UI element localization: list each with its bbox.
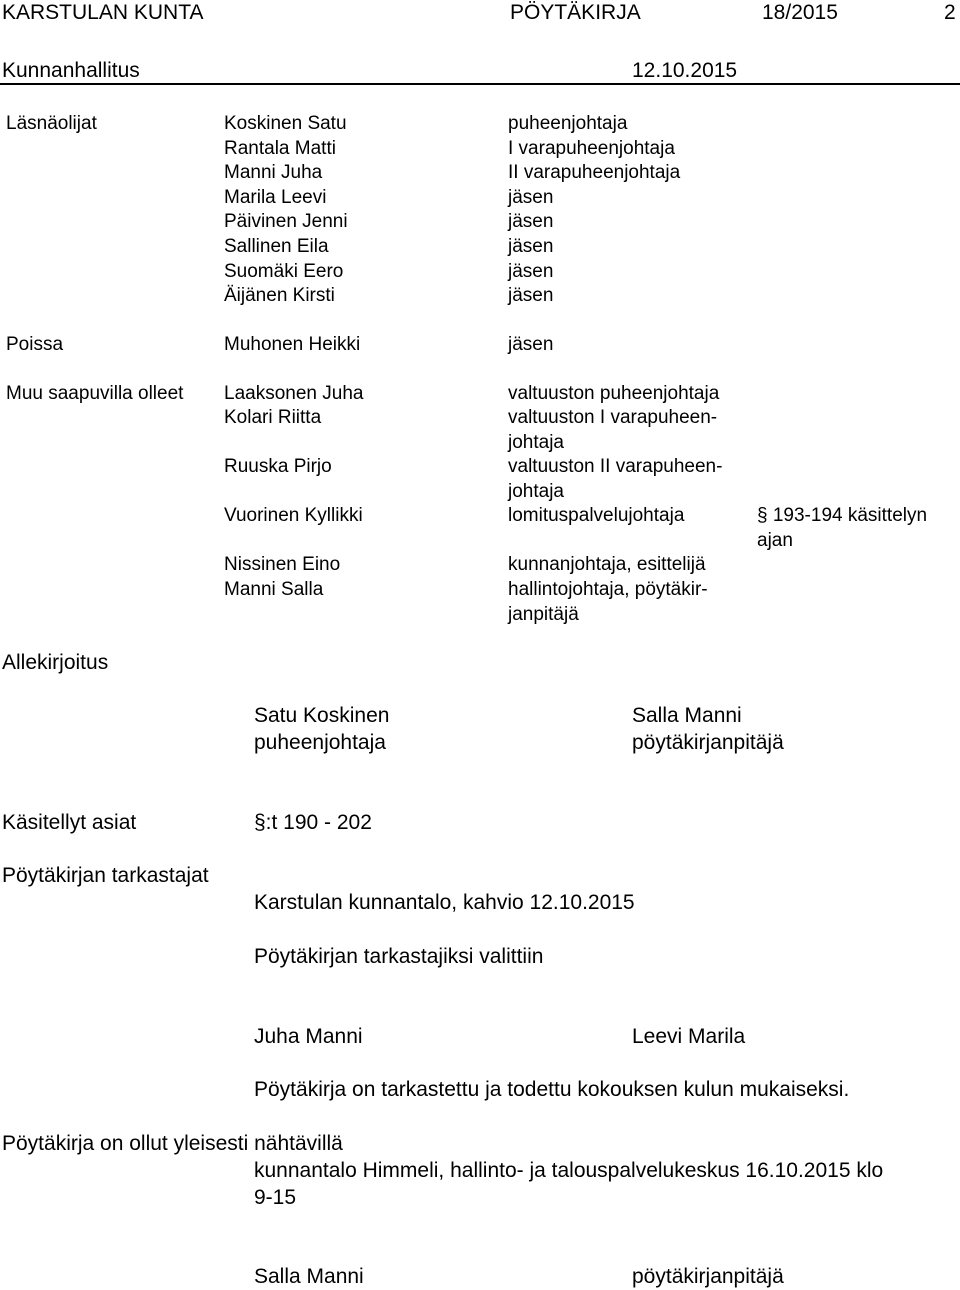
inspectors-chosen: Pöytäkirjan tarkastajiksi valittiin [254,945,544,968]
document-number: 18/2015 [762,1,838,24]
signer-right-name: Salla Manni [632,704,742,727]
other-role-continued: janpitäjä [508,604,579,625]
other-role: hallintojohtaja, pöytäkir- [508,579,708,600]
other-name: Vuorinen Kyllikki [224,505,363,526]
display-signer-role: pöytäkirjanpitäjä [632,1265,784,1288]
inspection-place-date: Karstulan kunnantalo, kahvio 12.10.2015 [254,891,635,914]
absent-role: jäsen [508,334,554,355]
items-label: Käsitellyt asiat [2,811,137,834]
items-value: §:t 190 - 202 [254,811,372,834]
member-role: jäsen [508,211,554,233]
other-role: valtuuston puheenjohtaja [508,383,720,404]
member-role: I varapuheenjohtaja [508,137,675,159]
signature-label: Allekirjoitus [2,651,109,674]
member-role: jäsen [508,186,554,208]
header-divider [0,83,960,85]
other-name: Nissinen Eino [224,554,341,575]
other-role-continued: johtaja [508,481,564,502]
member-name: Päivinen Jenni [224,211,348,233]
other-name: Kolari Riitta [224,407,322,428]
signer-right-role: pöytäkirjanpitäjä [632,731,784,754]
other-name: Manni Salla [224,579,324,600]
inspectors-label: Pöytäkirjan tarkastajat [2,864,209,887]
verification-statement: Pöytäkirja on tarkastettu ja todettu kokouksen kulun mukaiseksi. [254,1078,850,1101]
member-role: jäsen [508,260,554,282]
other-role: valtuuston II varapuheen- [508,456,723,477]
absent-label: Poissa [6,334,64,355]
meeting-date: 12.10.2015 [632,59,738,82]
org-name: KARSTULAN KUNTA [2,1,204,24]
display-label: Pöytäkirja on ollut yleisesti nähtävillä [2,1132,343,1155]
display-signer-name: Salla Manni [254,1265,364,1288]
absent-name: Muhonen Heikki [224,334,361,355]
member-name: Rantala Matti [224,137,336,159]
other-name: Ruuska Pirjo [224,456,332,477]
document-type: PÖYTÄKIRJA [510,1,641,24]
other-note-continued: ajan [757,530,793,551]
others-label: Muu saapuvilla olleet [6,383,184,404]
display-place: kunnantalo Himmeli, hallinto- ja talouspalvelukeskus 16.10.2015 klo [254,1159,884,1182]
present-label: Läsnäolijat [6,113,97,134]
other-role: lomituspalvelujohtaja [508,505,685,526]
member-name: Sallinen Eila [224,235,329,257]
other-role: valtuuston I varapuheen- [508,407,718,428]
other-note: § 193-194 käsittelyn [757,505,928,526]
member-name: Suomäki Eero [224,260,344,282]
signer-left-role: puheenjohtaja [254,731,386,754]
member-name: Koskinen Satu [224,113,347,134]
inspector-name-1: Juha Manni [254,1025,363,1048]
signer-left-name: Satu Koskinen [254,704,390,727]
other-name: Laaksonen Juha [224,383,364,404]
meeting-body: Kunnanhallitus [2,59,140,82]
member-name: Marila Leevi [224,186,327,208]
member-role: puheenjohtaja [508,113,628,134]
other-role-continued: johtaja [508,432,564,453]
inspector-name-2: Leevi Marila [632,1025,746,1048]
display-time: 9-15 [254,1186,297,1209]
member-role: jäsen [508,285,554,307]
member-role: jäsen [508,235,554,257]
present-roles [508,112,680,309]
member-name: Äijänen Kirsti [224,285,335,307]
page-number: 2 [944,1,956,24]
other-role: kunnanjohtaja, esittelijä [508,554,706,575]
member-name: Manni Juha [224,162,323,184]
present-names [224,112,348,309]
member-role: II varapuheenjohtaja [508,162,681,184]
